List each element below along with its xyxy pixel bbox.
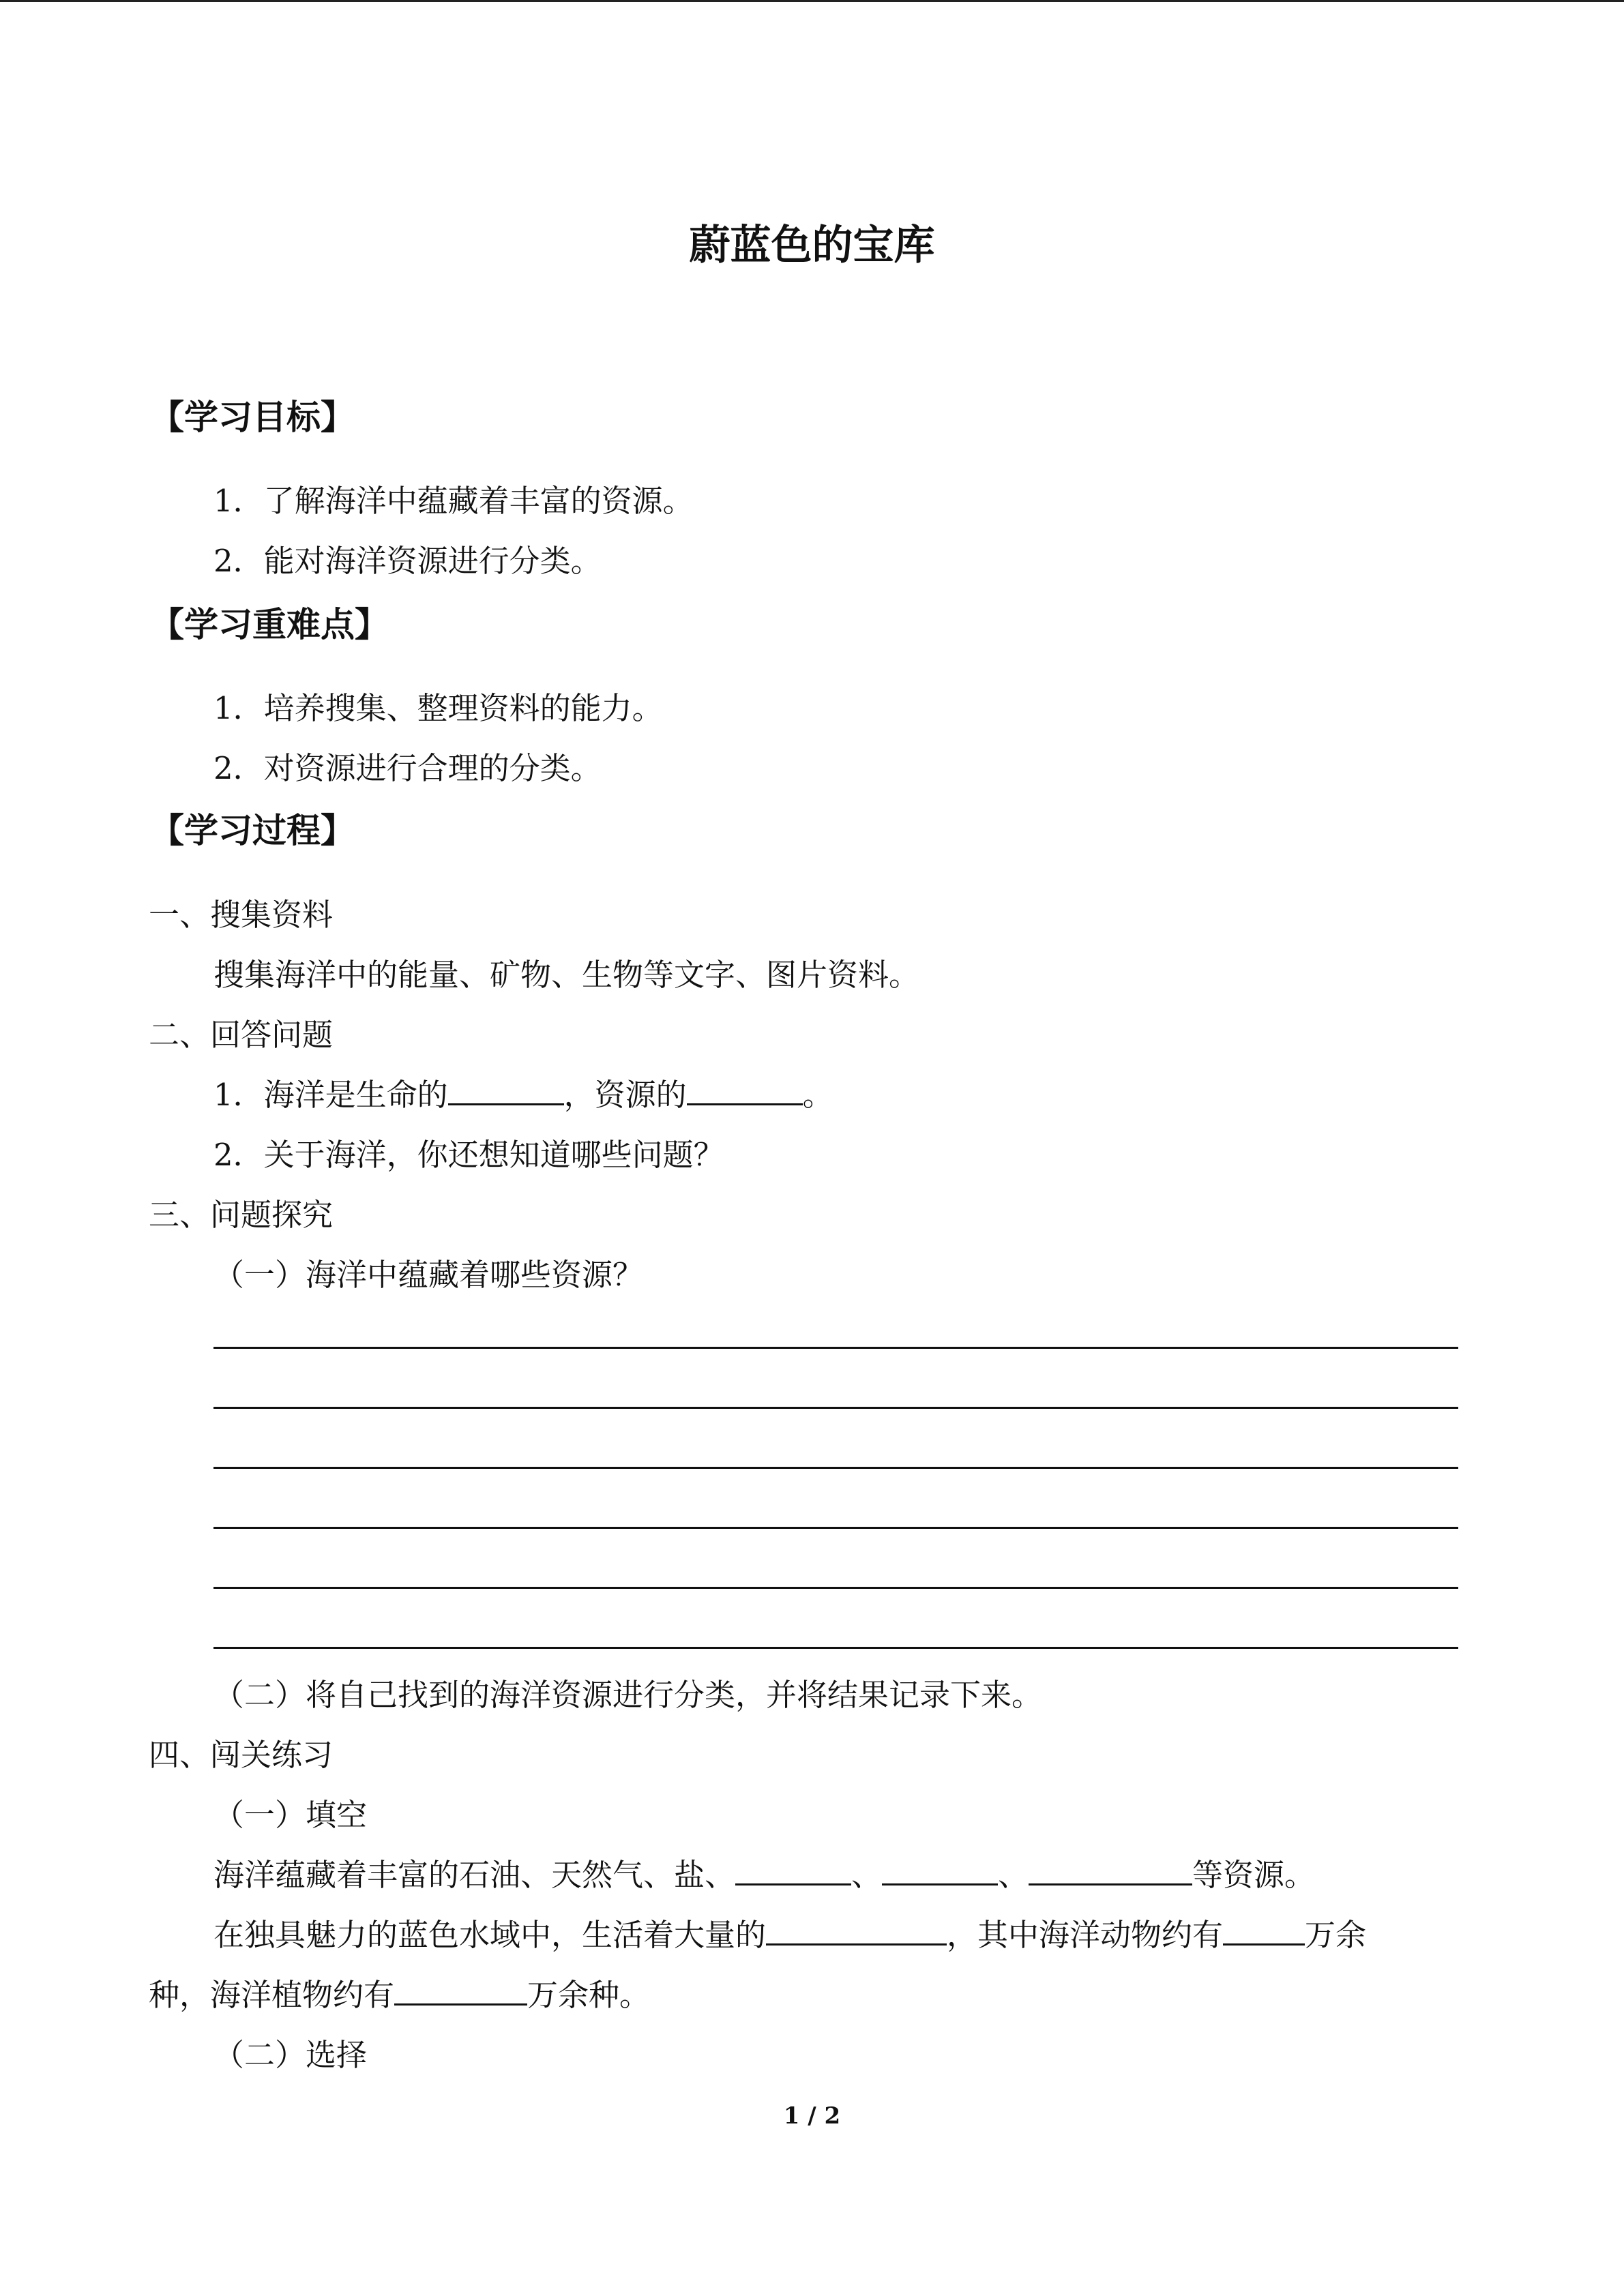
fill-2-text-c: 万余 <box>1305 1917 1367 1953</box>
part4-title: 四、闯关练习 <box>149 1737 334 1773</box>
part2-title: 二、回答问题 <box>149 1017 334 1053</box>
page-title: 蔚蓝色的宝库 <box>689 222 935 269</box>
answer-blank[interactable] <box>735 1856 851 1885</box>
answer-blank[interactable] <box>394 1976 527 2006</box>
answer-blank[interactable] <box>882 1856 998 1885</box>
fill-2-text-d: 种，海洋植物约有 <box>149 1977 395 2013</box>
question-1-text-b: ，资源的 <box>563 1077 687 1113</box>
top-border <box>0 0 1624 2</box>
question-1 <box>213 1070 833 1114</box>
fill-1-text: 海洋蕴藏着丰富的石油、天然气、盐、 <box>213 1857 736 1893</box>
goal-item: 2．能对海洋资源进行分类。 <box>213 543 602 579</box>
answer-line[interactable] <box>213 1527 1458 1529</box>
part1-title: 一、搜集资料 <box>149 897 334 933</box>
page-number: 1 / 2 <box>783 2102 841 2130</box>
question-1-text-c: 。 <box>802 1077 833 1113</box>
answer-blank[interactable] <box>448 1076 564 1105</box>
question-2: 2．关于海洋，你还想知道哪些问题？ <box>213 1137 724 1173</box>
answer-blank[interactable] <box>687 1076 803 1105</box>
answer-line[interactable] <box>213 1407 1458 1409</box>
section-heading-key-points: 【学习重难点】 <box>150 605 389 644</box>
answer-blank[interactable] <box>1029 1856 1192 1885</box>
part3-title: 三、问题探究 <box>149 1197 334 1233</box>
fill-question-1 <box>213 1850 1315 1894</box>
fill-question-2 <box>213 1910 1366 1954</box>
fill-2-text-a: 在独具魅力的蓝色水域中，生活着大量的 <box>213 1917 767 1953</box>
part3-sub1: （一）海洋中蕴藏着哪些资源？ <box>213 1257 644 1293</box>
part4-sub1: （一）填空 <box>213 1797 368 1833</box>
answer-blank[interactable] <box>766 1916 947 1945</box>
goal-item: 1．了解海洋中蕴藏着丰富的资源。 <box>213 483 694 519</box>
answer-line[interactable] <box>213 1587 1458 1589</box>
answer-blank[interactable] <box>1223 1916 1305 1945</box>
answer-line[interactable] <box>213 1467 1458 1469</box>
key-point-item: 1．培养搜集、整理资料的能力。 <box>213 690 663 726</box>
answer-line[interactable] <box>213 1647 1458 1649</box>
fill-1-end: 等资源。 <box>1192 1857 1316 1893</box>
answer-line[interactable] <box>213 1347 1458 1349</box>
fill-1-sep: 、 <box>998 1857 1029 1893</box>
fill-question-2-cont <box>149 1970 650 2014</box>
question-1-text-a: 1．海洋是生命的 <box>213 1077 448 1113</box>
fill-2-text-b: ，其中海洋动物约有 <box>947 1917 1224 1953</box>
key-point-item: 2．对资源进行合理的分类。 <box>213 750 602 786</box>
part4-sub2: （二）选择 <box>213 2037 368 2073</box>
section-heading-goals: 【学习目标】 <box>150 398 355 437</box>
fill-1-sep: 、 <box>851 1857 883 1893</box>
part3-sub2: （二）将自己找到的海洋资源进行分类，并将结果记录下来。 <box>213 1677 1043 1713</box>
section-heading-process: 【学习过程】 <box>150 811 355 850</box>
fill-2-text-e: 万余种。 <box>527 1977 651 2013</box>
part1-text: 搜集海洋中的能量、矿物、生物等文字、图片资料。 <box>213 957 920 993</box>
